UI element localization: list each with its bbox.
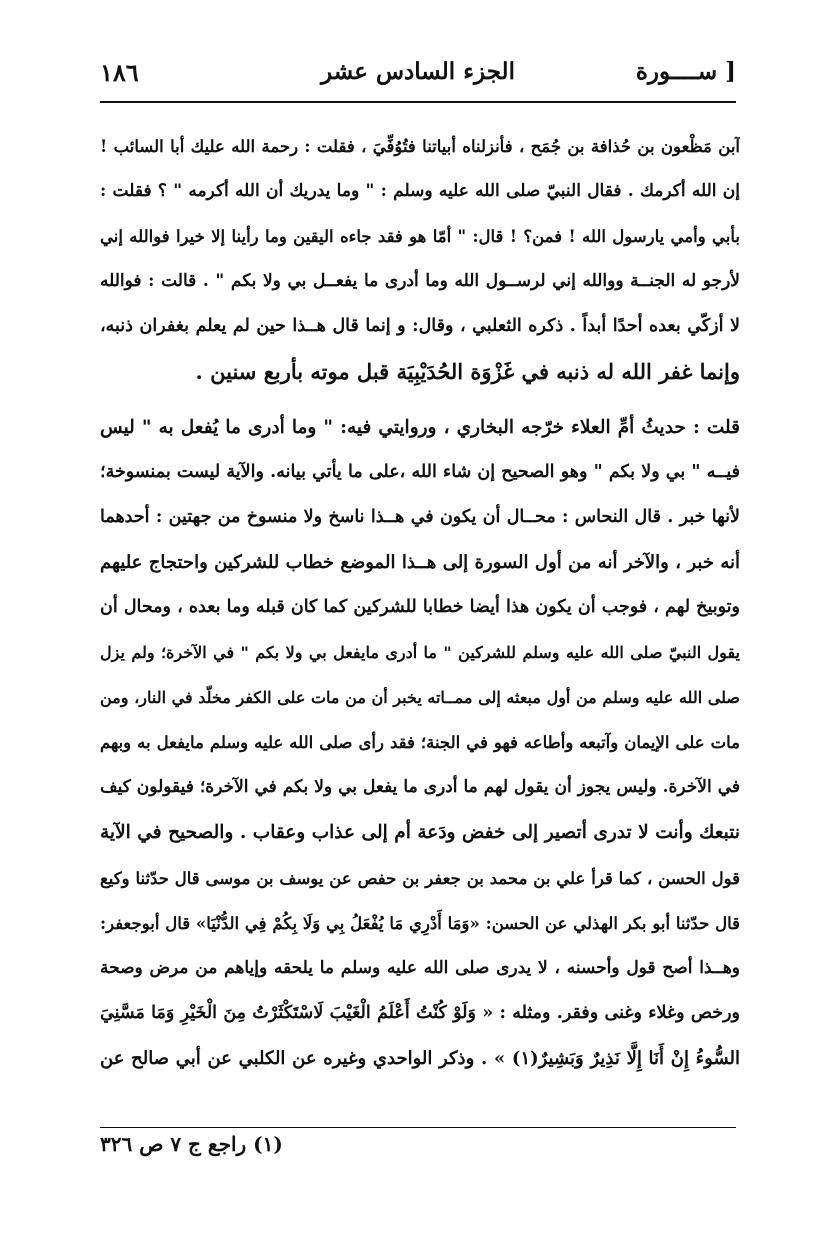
- text-line: ورخص وغلاء وغنى وفقر. ومثله : « وَلَوْ كُنْتُ أَعْلَمُ الْغَيْبَ لَاسْتَكْثَرْتُ مِنَ الْخَيْرِ وَمَا مَسَّنِيَ: [100, 1002, 740, 1023]
- text-line: وتوبيخ لهم ، فوجب أن يكون هذا أيضا خطابا للشركين كما كان قبله وما بعده ، ومحال أن: [100, 596, 740, 617]
- text-line: نتبعك وأنت لا تدرى أتصير إلى خفض ودَعة أم إلى عذاب وعقاب . والصحيح في الآية: [100, 822, 740, 844]
- header-rule: [100, 101, 736, 103]
- paragraph-2: [100, 405, 740, 1081]
- paragraph-gap: [100, 395, 740, 405]
- text-line: مات على الإيمان وآتبعه وأطاعه فهو في الجنة؛ فقد رأى صلى الله عليه وسلم مايفعل به وبهم: [100, 733, 740, 753]
- text-line: قول الحسن ، كما قرأ علي بن محمد بن جعفر بن حفص عن يوسف بن موسى قال حدّثنا وكيع: [100, 868, 740, 888]
- text-line: لأرجو له الجنــة ووالله إني لرســول الله وما أدرى ما يفعــل بي ولا بكم " . قالت : فوالله: [100, 271, 740, 292]
- paragraph-1: [100, 124, 740, 395]
- text-line: صلى الله عليه وسلم من أول مبعثه إلى ممــاته يخبر أن من مات على الكفر مخلّد في النار، ومن: [100, 688, 740, 708]
- text-line: في الآخرة. وليس يجوز أن يقول لهم ما أدرى ما يفعل بي ولا بكم في الآخرة؛ فيقولون كيف: [100, 777, 740, 798]
- page-body: [100, 124, 740, 1081]
- running-title: الجزء السادس عشر: [321, 58, 515, 85]
- text-line: وإنما غفر الله له ذنبه في غَزْوَة الحُدَيْبِيَة قبل موته بأربع سنين .: [195, 359, 740, 385]
- text-line: أنه خبر ، والآخر أنه من أول السورة إلى هــذا الموضع خطاب للشركين واحتجاج عليهم: [100, 551, 740, 573]
- text-line: قلت : حديثُ أمِّ العلاء خرّجه البخاري ، وروايتي فيه: " وما أدرى ما يُفعل به " ليس: [100, 416, 740, 438]
- page-header: [100, 52, 736, 96]
- text-line: وهــذا أصح قول وأحسنه ، لا يدرى صلى الله عليه وسلم ما يلحقه وإياهم من مرض وصحة: [100, 957, 740, 978]
- text-line: بأبي وأمي يارسول الله ! فمن؟ ! قال: " أمّا هو فقد جاءه اليقين وما رأينا إلا خيرا فوالله إني: [100, 227, 740, 247]
- text-line: آبن مَظْعون بن حُذافة بن جُمَح ، فأنزلناه أبياتنا فتُوُفِّيَ ، فقلت : رحمة الله عليك أبا السائب !: [100, 137, 740, 156]
- page-number: ١٨٦: [100, 58, 139, 87]
- text-line: يقول النبيّ صلى الله عليه وسلم للشركين " ما أدرى مايفعل بي ولا بكم " في الآخرة؛ ولم يزل: [100, 643, 740, 663]
- footnote: (١) راجع ج ٧ ص ٣٢٦: [100, 1132, 283, 1156]
- text-line: لا أزكّي بعده أحدًا أبداً . ذكره الثعلبي ، وقال: و إنما قال هــذا حين لم يعلم بغفران ذنبه،: [100, 316, 740, 337]
- footnote-rule: [100, 1127, 736, 1128]
- text-line: قال حدّثنا أبو بكر الهذلي عن الحسن: «وَمَا أَدْرِي مَا يُفْعَلُ بِي وَلَا بِكُمْ فِي الدُّنْيَا» قال أبوجعفر:: [100, 913, 740, 933]
- sura-label: [ ســــورة: [635, 58, 736, 85]
- text-line: إن الله أكرمك . فقال النبيّ صلى الله عليه وسلم : " وما يدريك أن الله أكرمه " ؟ فقلت :: [100, 181, 740, 202]
- text-line: فيــه " بي ولا بكم " وهو الصحيح إن شاء الله ،على ما يأتي بيانه. والآية ليست بمنسوخة؛: [100, 461, 740, 482]
- text-line: السُّوءُ إِنْ أَنَا إِلَّا نَذِيرٌ وَبَشِيرٌ(١) » . وذكر الواحدي وغيره عن الكلبي عن أبي صالح عن: [100, 1047, 740, 1069]
- text-line: لأنها خبر . قال النحاس : محــال أن يكون في هــذا ناسخ ولا منسوخ من جهتين : أحدهما: [100, 506, 740, 527]
